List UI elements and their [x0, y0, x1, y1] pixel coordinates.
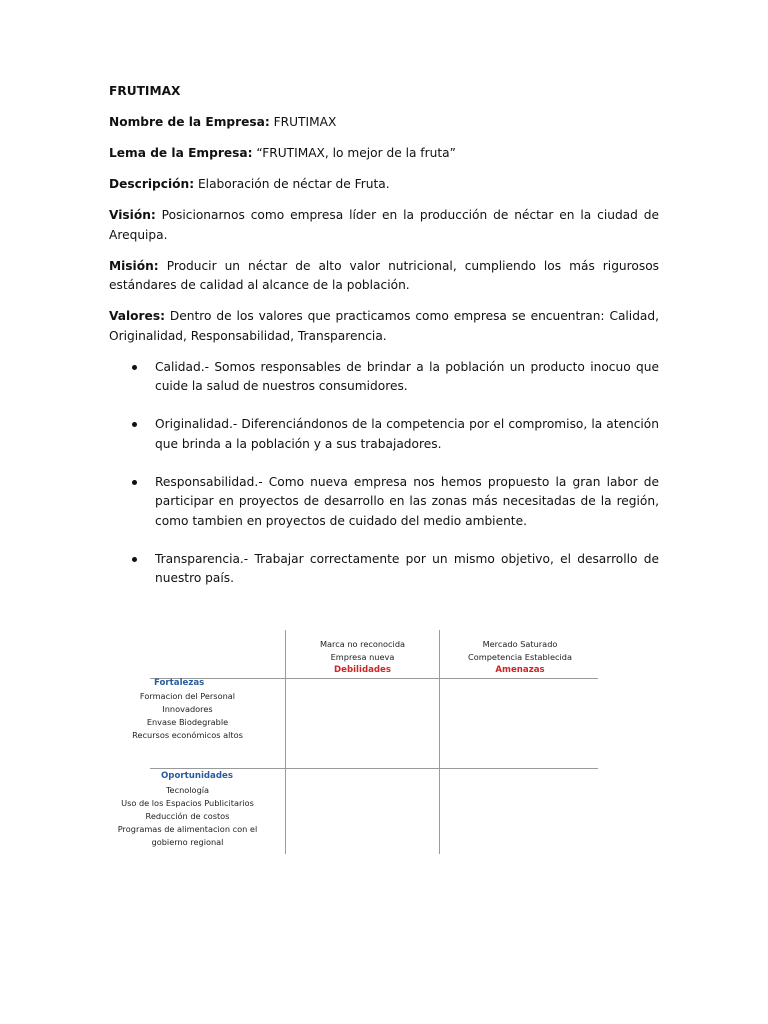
fortaleza-item: Envase Biodegrable: [146, 717, 229, 727]
slogan-line: [109, 144, 659, 164]
amenazas-header: [440, 638, 600, 677]
bullet-text: Calidad.- Somos responsables de brindar a la población un producto inocuo que cuide la salud de nuestros consumidores.: [155, 359, 659, 393]
amenaza-item: Mercado Saturado: [482, 639, 558, 649]
debilidades-header: [286, 638, 439, 677]
oportunidad-item: Uso de los Espacios Publicitarios: [121, 798, 254, 808]
slogan-value: “FRUTIMAX, lo mejor de la fruta”: [256, 146, 456, 160]
values-value: Dentro de los valores que practicamos como empresa se encuentran: Calidad, Originalidad, Responsabilidad, Transparencia.: [109, 309, 660, 343]
bullet-dot-icon: [132, 557, 137, 562]
description-value: Elaboración de néctar de Fruta.: [197, 177, 390, 191]
bullet-text: Originalidad.- Diferenciándonos de la competencia por el compromiso, la atención que brinda a la población y a sus trabajadores.: [155, 417, 659, 451]
debilidad-item: Marca no reconocida: [319, 639, 406, 649]
mission-value: Producir un néctar de alto valor nutricional, cumpliendo los más rigurosos estándares de calidad al alcance de la población.: [109, 258, 660, 292]
fortaleza-item: Formacion del Personal: [139, 691, 236, 701]
bullet-transparencia: [109, 550, 659, 589]
document-body: [109, 82, 659, 607]
bullet-responsabilidad: [109, 473, 659, 532]
bullet-dot-icon: [132, 422, 137, 427]
description-line: [109, 175, 659, 195]
bullet-text: Transparencia.- Trabajar correctamente por un mismo objetivo, el desarrollo de nuestro país.: [155, 551, 659, 585]
fortaleza-item: Recursos económicos altos: [132, 730, 243, 740]
values-label: Valores:: [109, 309, 165, 323]
company-name-value: FRUTIMAX: [273, 115, 337, 129]
mission-label: Misión:: [109, 258, 159, 273]
oportunidad-item: Tecnología: [165, 785, 210, 795]
slogan-label: Lema de la Empresa:: [109, 146, 253, 160]
company-name-label: Nombre de la Empresa:: [109, 115, 270, 129]
oportunidad-item: Programas de alimentacion con el gobierno regional: [117, 824, 258, 847]
company-name-line: [109, 113, 659, 133]
bullet-originalidad: [109, 415, 659, 454]
values-bullet-list: [109, 358, 659, 589]
fortalezas-header: [110, 677, 265, 690]
document-title: FRUTIMAX: [109, 84, 181, 98]
vision-paragraph: [109, 206, 659, 245]
mission-paragraph: [109, 257, 659, 296]
fortalezas-list: [110, 690, 265, 742]
bullet-calidad: [109, 358, 659, 397]
debilidad-item: Empresa nueva: [330, 652, 395, 662]
values-paragraph: [109, 307, 659, 346]
vision-value: Posicionarnos como empresa líder en la producción de néctar en la ciudad de Arequipa.: [109, 208, 660, 242]
amenazas-title: Amenazas: [495, 665, 545, 675]
vision-label: Visión:: [109, 208, 156, 222]
oportunidades-title: Oportunidades: [161, 771, 233, 781]
bullet-dot-icon: [132, 480, 137, 485]
fortaleza-item: Innovadores: [162, 704, 213, 714]
oportunidad-item: Reducción de costos: [145, 811, 230, 821]
description-label: Descripción:: [109, 177, 195, 191]
amenaza-item: Competencia Establecida: [468, 652, 572, 662]
fortalezas-title: Fortalezas: [154, 678, 205, 688]
bullet-dot-icon: [132, 365, 137, 370]
bullet-text: Responsabilidad.- Como nueva empresa nos hemos propuesto la gran labor de participar en proyectos de desarrollo en las zonas más necesitadas de la región, como tambien en proyectos de cuidado del medio ambiente.: [155, 474, 659, 528]
swot-matrix: [110, 630, 600, 854]
oportunidades-header: [110, 770, 265, 783]
grid-divider-horizontal-2: [150, 768, 598, 769]
debilidades-title: Debilidades: [334, 665, 391, 675]
oportunidades-list: [110, 784, 265, 849]
